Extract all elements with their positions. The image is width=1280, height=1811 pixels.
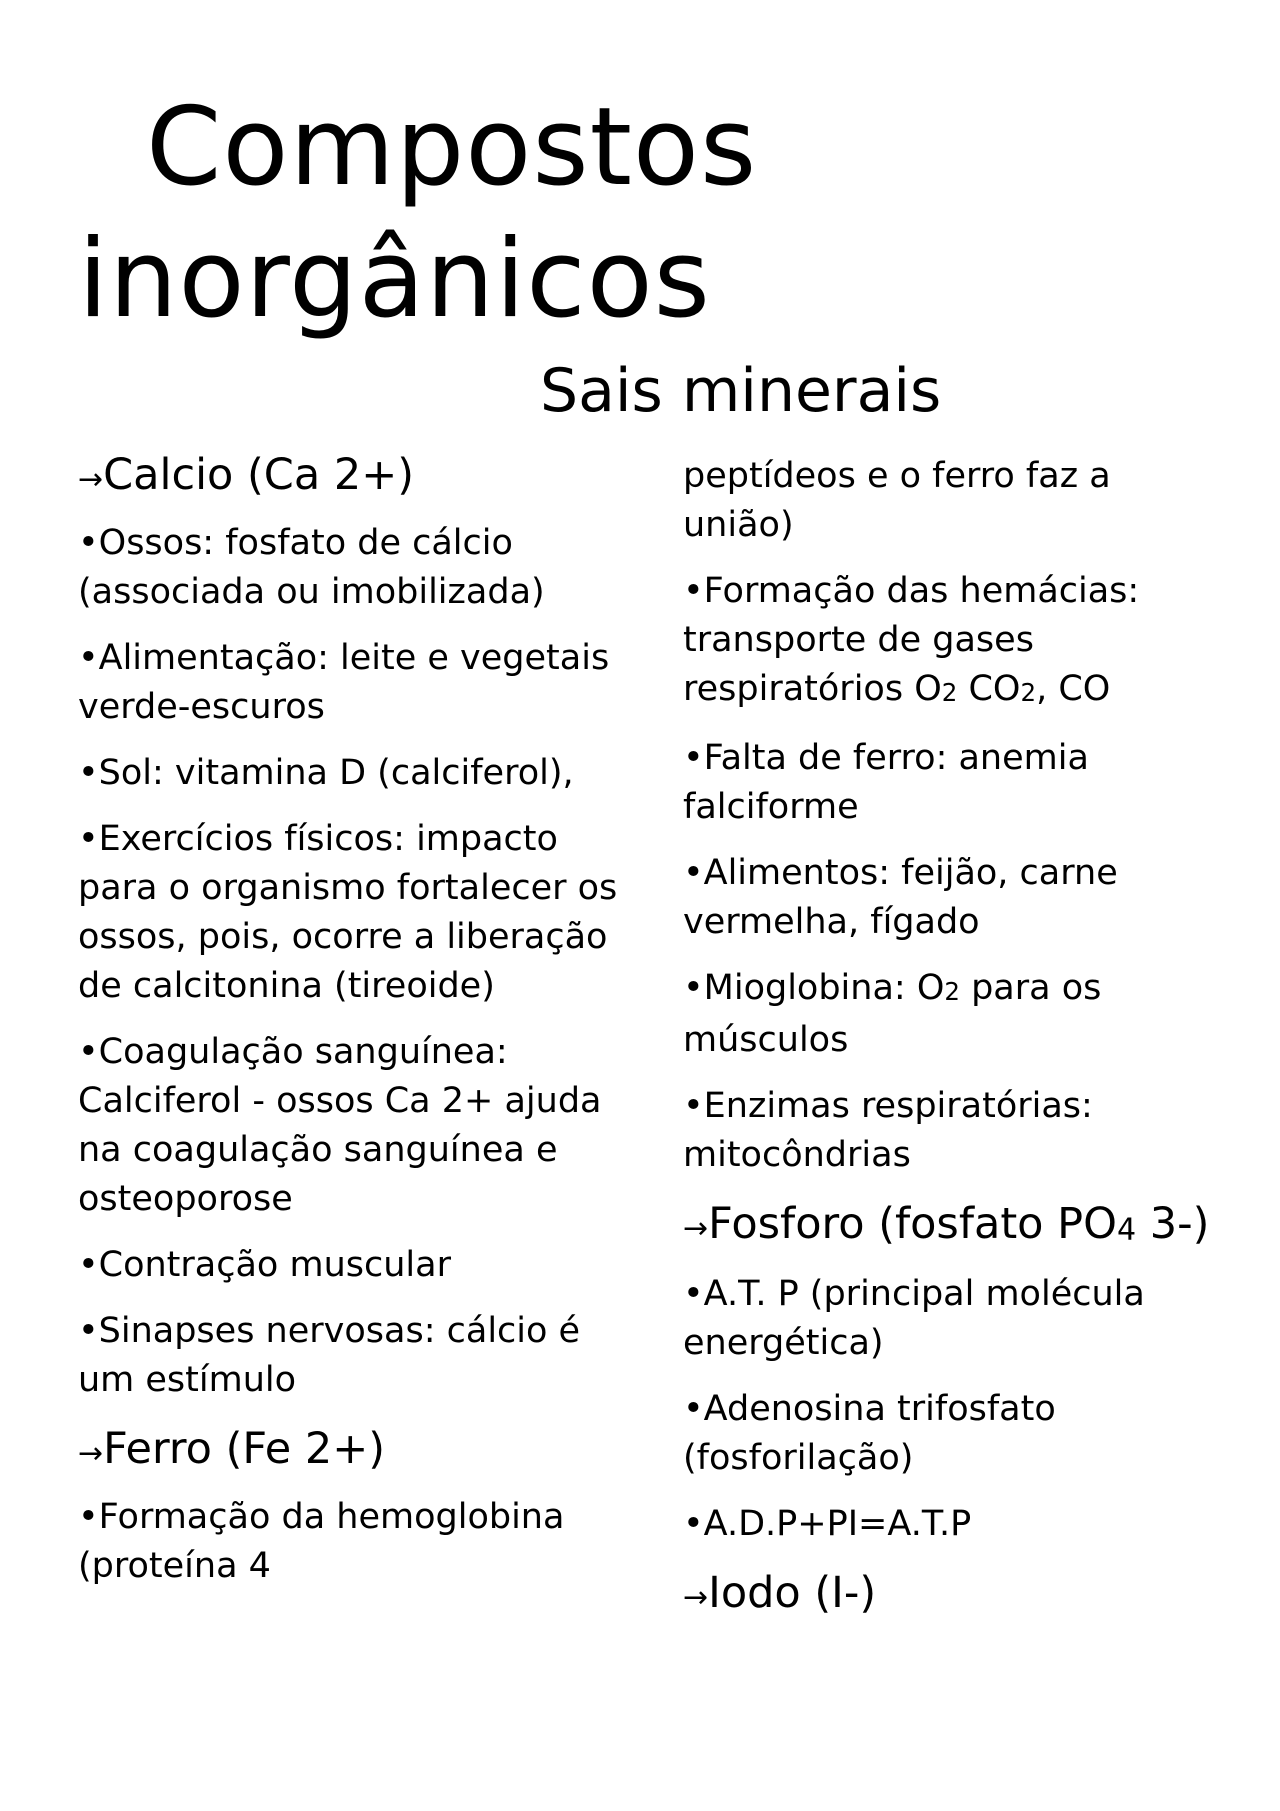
ferro-item-hemacias: •Formação das hemácias: transporte de gases respiratórios O2 CO2, CO: [683, 571, 1140, 709]
ferro-item-alimentos: •Alimentos: feijão, carne vermelha, fígado: [683, 853, 1118, 943]
calcio-item-sol: •Sol: vitamina D (calciferol),: [78, 753, 574, 793]
ferro-heading: [78, 1422, 638, 1481]
fosforo-heading: →Fosforo (fosfato PO4 3-): [683, 1199, 1210, 1250]
ferro-item-enzimas: •Enzimas respiratórias: mitocôndrias: [683, 1086, 1093, 1176]
arrow-icon: →: [78, 462, 104, 497]
calcio-item-ossos: •Ossos: fosfato de cálcio (associada ou imobilizada): [78, 523, 545, 612]
calcio-item-sinapses: •Sinapses nervosas: cálcio é um estímulo: [78, 1311, 581, 1400]
arrow-icon: →: [78, 1436, 104, 1471]
ferro-heading-text: Ferro (Fe 2+): [103, 1424, 386, 1474]
ferro-item-hemoglobina: •Formação da hemoglobina (proteína 4: [78, 1497, 565, 1586]
ferro-item-continuation: peptídeos e o ferro faz a união): [683, 456, 1111, 545]
arrow-icon: →: [683, 1211, 709, 1247]
calcio-item-contracao: •Contração muscular: [78, 1245, 451, 1285]
page-title: Compostos inorgânicos: [78, 85, 758, 342]
left-column: [78, 448, 638, 1608]
iodo-heading-text: Iodo (I-): [708, 1567, 877, 1618]
right-column: [683, 452, 1223, 1637]
calcio-item-coagulacao: •Coagulação sanguínea: Calciferol - ossos Ca 2+ ajuda na coagulação sanguínea e osteoporose: [78, 1032, 602, 1219]
fosforo-item-adenosina: •Adenosina trifosfato (fosforilação): [683, 1388, 1056, 1478]
calcio-heading-text: Calcio (Ca 2+): [103, 450, 415, 500]
arrow-icon: →: [683, 1579, 709, 1615]
ferro-item-anemia: •Falta de ferro: anemia falciforme: [683, 738, 1089, 828]
fosforo-item-atp: •A.T. P (principal molécula energética): [683, 1273, 1145, 1363]
fosforo-item-adp: •A.D.P+PI=A.T.P: [683, 1503, 972, 1544]
ferro-item-mioglobina: •Mioglobina: O2 para os músculos: [683, 968, 1102, 1061]
section-subtitle: Sais minerais: [540, 356, 942, 426]
iodo-heading: [683, 1566, 1223, 1625]
calcio-heading: [78, 448, 638, 507]
calcio-item-exercicios: •Exercícios físicos: impacto para o organismo fortalecer os ossos, pois, ocorre a liberação de calcitonina (tireoide): [78, 819, 618, 1006]
calcio-item-alimentacao: •Alimentação: leite e vegetais verde-escuros: [78, 638, 610, 727]
